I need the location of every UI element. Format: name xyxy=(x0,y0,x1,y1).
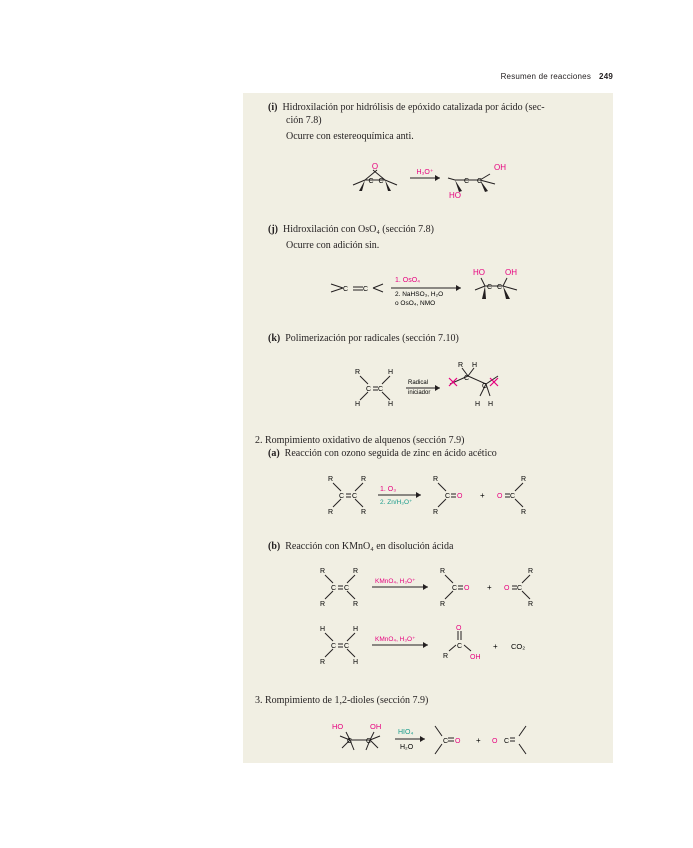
svg-text:C: C xyxy=(457,643,463,650)
svg-text:C: C xyxy=(344,585,350,592)
section-2-title: 2. Rompimiento oxidativo de alquenos (sección 7.9) xyxy=(255,435,465,446)
reagent-o3: 1. O₃ xyxy=(380,486,397,493)
svg-text:R: R xyxy=(440,601,446,608)
svg-text:C: C xyxy=(464,375,470,382)
svg-text:+: + xyxy=(493,642,498,651)
reagent-hio4: HIO₄ xyxy=(398,729,414,736)
scheme-epoxide-hydrolysis xyxy=(345,158,515,206)
svg-text:OH: OH xyxy=(370,722,382,731)
svg-text:O: O xyxy=(497,493,503,500)
svg-text:C: C xyxy=(368,178,374,185)
item-2a-title: Reacción con ozono seguida de zinc en ácido acético xyxy=(284,448,497,459)
svg-text:C: C xyxy=(347,738,353,745)
svg-text:O: O xyxy=(371,162,379,171)
item-2b-label: (b) xyxy=(268,541,281,552)
svg-text:C: C xyxy=(452,585,458,592)
reagent-kmno4-2: KMnO₄, H₃O⁺ xyxy=(375,636,416,643)
item-2a-heading xyxy=(268,448,497,460)
svg-text:+: + xyxy=(480,491,485,500)
svg-text:R: R xyxy=(433,509,439,516)
item-i-title-cont: ción 7.8) xyxy=(286,115,322,126)
svg-text:C: C xyxy=(497,284,503,291)
svg-text:R: R xyxy=(320,601,326,608)
product-co2: CO₂ xyxy=(511,642,526,651)
svg-text:C: C xyxy=(378,178,384,185)
item-i-title: Hidroxilación por hidrólisis de epóxido catalizada por ácido (sec- xyxy=(282,102,545,113)
svg-text:H: H xyxy=(353,626,359,633)
item-i-label: (i) xyxy=(268,102,278,113)
item-k-title: Polimerización por radicales (sección 7.10) xyxy=(285,333,459,344)
reagent-nmo: o OsO₄, NMO xyxy=(395,300,436,307)
scheme-radical-polymerization xyxy=(350,358,510,413)
svg-text:C: C xyxy=(445,493,451,500)
item-j-heading xyxy=(268,224,434,236)
svg-text:R: R xyxy=(328,476,334,483)
reagent-oso4: 1. OsO₄ xyxy=(395,277,421,284)
svg-text:C: C xyxy=(378,386,384,393)
svg-text:O: O xyxy=(457,493,463,500)
page-number: 249 xyxy=(599,72,613,81)
svg-text:R: R xyxy=(440,568,446,575)
item-2b-title: Reacción con KMnO₄ en disolución ácida xyxy=(285,541,454,552)
svg-text:C: C xyxy=(343,286,349,293)
svg-text:R: R xyxy=(320,659,326,666)
svg-text:C: C xyxy=(510,493,516,500)
svg-text:C: C xyxy=(331,643,337,650)
svg-text:R: R xyxy=(528,568,534,575)
svg-text:C: C xyxy=(344,643,350,650)
reagent-nahso3: 2. NaHSO₃, H₂O xyxy=(395,291,444,298)
svg-text:C: C xyxy=(482,383,488,390)
svg-text:O: O xyxy=(456,625,462,632)
svg-text:H: H xyxy=(388,401,394,408)
svg-text:C: C xyxy=(504,738,510,745)
svg-text:C: C xyxy=(487,284,493,291)
svg-text:R: R xyxy=(528,601,534,608)
svg-text:C: C xyxy=(366,738,372,745)
svg-text:C: C xyxy=(366,386,372,393)
svg-text:HO: HO xyxy=(332,722,344,731)
svg-text:O: O xyxy=(492,738,498,745)
svg-text:C: C xyxy=(352,493,358,500)
reagent-radical: Radical xyxy=(408,380,429,386)
scheme-diol-cleavage xyxy=(330,718,530,760)
svg-text:HO: HO xyxy=(449,191,461,200)
svg-text:+: + xyxy=(476,736,481,745)
svg-text:C: C xyxy=(464,178,470,185)
scheme-ozonolysis xyxy=(323,473,538,518)
svg-text:H: H xyxy=(355,401,361,408)
svg-text:+: + xyxy=(487,583,492,592)
svg-text:C: C xyxy=(443,738,449,745)
svg-text:C: C xyxy=(339,493,345,500)
reagent-h2o: H₂O xyxy=(400,744,414,751)
svg-text:H: H xyxy=(488,401,494,408)
item-j-note: Ocurre con adición sin. xyxy=(286,240,380,251)
item-k-heading xyxy=(268,333,459,345)
svg-text:C: C xyxy=(477,178,483,185)
svg-text:R: R xyxy=(353,568,359,575)
item-i-heading xyxy=(268,102,545,114)
svg-text:C: C xyxy=(363,286,369,293)
header-title: Resumen de reacciones xyxy=(500,72,592,81)
svg-text:H: H xyxy=(472,362,478,369)
svg-text:R: R xyxy=(320,568,326,575)
scheme-kmno4-terminal xyxy=(315,623,540,668)
svg-text:R: R xyxy=(355,369,361,376)
svg-text:OH: OH xyxy=(505,268,517,277)
item-2a-label: (a) xyxy=(268,448,280,459)
svg-text:H: H xyxy=(320,626,326,633)
svg-text:H: H xyxy=(475,401,481,408)
reagent-zn: 2. Zn/H₃O⁺ xyxy=(380,499,413,506)
item-i-note: Ocurre con estereoquímica anti. xyxy=(286,131,414,142)
reagent-h3o: H₃O⁺ xyxy=(416,169,434,176)
section-3-title: 3. Rompimiento de 1,2-dioles (sección 7.9) xyxy=(255,695,429,706)
svg-text:O: O xyxy=(464,585,470,592)
svg-text:H: H xyxy=(353,659,359,666)
item-j-label: (j) xyxy=(268,224,278,235)
svg-text:R: R xyxy=(521,509,527,516)
svg-text:R: R xyxy=(361,476,367,483)
svg-text:R: R xyxy=(443,653,449,660)
svg-text:H: H xyxy=(388,369,394,376)
svg-text:R: R xyxy=(328,509,334,516)
item-k-label: (k) xyxy=(268,333,281,344)
svg-text:O: O xyxy=(455,738,461,745)
svg-text:C: C xyxy=(517,585,523,592)
svg-text:R: R xyxy=(361,509,367,516)
item-2b-heading xyxy=(268,541,453,553)
svg-text:R: R xyxy=(353,601,359,608)
scheme-oso4-hydroxylation xyxy=(325,262,535,310)
reagent-initiator: iniciador xyxy=(408,390,431,396)
svg-text:OH: OH xyxy=(494,163,506,172)
svg-text:R: R xyxy=(458,362,464,369)
svg-text:C: C xyxy=(331,585,337,592)
scheme-kmno4-tetrasubstituted xyxy=(315,565,540,610)
svg-text:R: R xyxy=(521,476,527,483)
svg-text:OH: OH xyxy=(470,654,481,661)
reagent-kmno4-1: KMnO₄, H₃O⁺ xyxy=(375,578,416,585)
running-header xyxy=(501,72,613,81)
svg-text:HO: HO xyxy=(473,268,485,277)
svg-text:R: R xyxy=(433,476,439,483)
item-j-title: Hidroxilación con OsO₄ (sección 7.8) xyxy=(283,224,434,235)
svg-text:O: O xyxy=(504,585,510,592)
